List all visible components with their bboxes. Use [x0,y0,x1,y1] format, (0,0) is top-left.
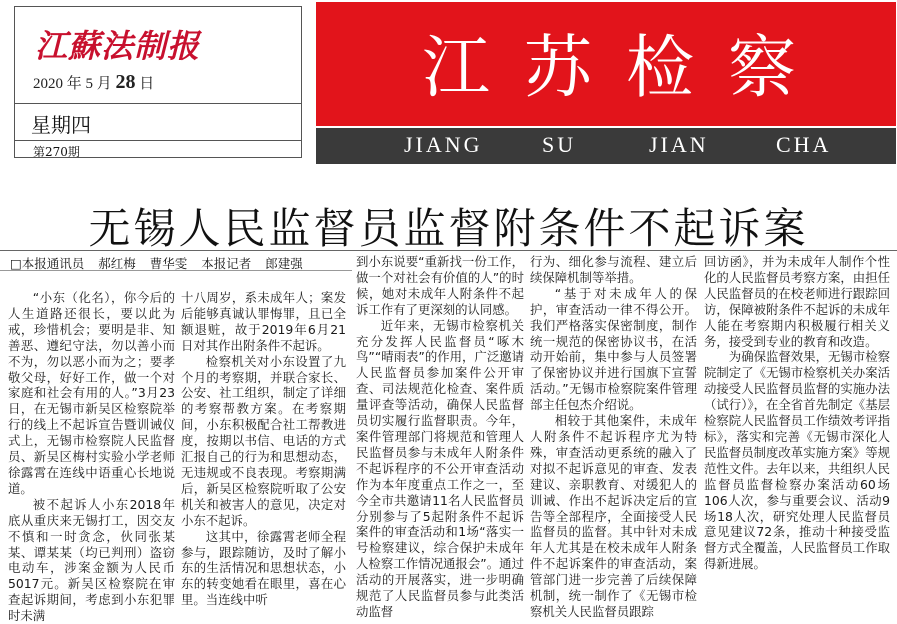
byline-part: 郝红梅 [98,256,136,271]
paragraph: 为确保监督效果，无锡市检察院制定了《无锡市检察机关办案活动接受人民监督员监督的实施办法（试行）》，在全省首先制定《基层检察院人民监督员工作绩效考评指标》，落实和完善《无锡市深化人民监督员制度改革实施方案》等规范性文件。去年以来，共组织人民监督员监督检察办案活动60场106人次，参与重要会议、活动9场18人次，研究处理人民监督员意见建议72条，推动十种接受监督方式全覆盖，人民监督员工作取得新进展。 [704,349,890,572]
date-day: 28 [115,71,136,93]
paragraph: 被不起诉人小东2018年底从重庆来无锡打工，因交友不慎和一时贪念，伙同张某某、谭某某（均已判刑）盗窃电动车，涉案金额为人民币5017元。新吴区检察院在审查起诉期间，考虑到小东犯罪时未满 [8,496,175,624]
paragraph: 行为、细化参与流程、建立后续保障机制等举措。 [530,254,697,285]
paragraph: 这其中，徐露霄老师全程参与，跟踪随访，及时了解小东的生活情况和思想状态，小东的转变她看在眼里，喜在心里。当连线中听 [181,528,346,608]
paragraph: 回访函》，并为未成年人制作个性化的人民监督员考察方案，由担任人民监督员的在校老师进行跟踪回访，保障被附条件不起诉的未成年人能在考察期内积极履行相关义务，接受到专业的教育和改造。 [704,254,890,349]
article-column-3 [356,254,524,619]
article-column-1 [8,290,175,624]
pinyin-word: CHA [776,132,832,157]
pinyin-word: JIAN [649,132,709,157]
byline-part: □本报通讯员 [10,256,85,271]
issue-number: 第270期 [33,145,80,159]
section-title: 江苏检察 [421,29,830,108]
byline-part: 郎建强 [265,256,303,271]
masthead-date-box [14,6,302,158]
paragraph: 到小东说要“重新找一份工作，做一个对社会有价值的人”的时候，她对未成年人附条件不起诉工作有了更深刻的认同感。 [356,254,524,317]
byline-part: 本报记者 [201,256,252,271]
pinyin-word: JIANG [404,132,483,157]
section-banner [316,2,896,126]
paragraph: 检察机关对小东设置了九个月的考察期，并联合家长、公安、社工组织，制定了详细的考察帮教方案。在考察期间，小东积极配合社工帮教进度，按期以书信、电话的方式汇报自己的行为和思想动态，无违规或不良表现。考察期满后，新吴区检察院听取了公安机关和被害人的意见，决定对小东不起诉。 [181,353,346,528]
pinyin-word: SU [542,132,577,157]
divider [0,250,897,251]
paper-logo: 江蘇法制报 [35,27,201,65]
section-pinyin-bar [316,128,896,164]
article-column-2 [181,290,346,608]
paragraph: 相较于其他案件，未成年人附条件不起诉程序尤为特殊，审查活动更系统的融入了对拟不起诉意见的审查、发表建议、亲职教育、对缓犯人的训诫、作出不起诉决定后的宣告等全部程序，全面接受人民监督员的监督。其中针对未成年人尤其是在校未成年人附条件不起诉案件的审查活动，案管部门进一步完善了后续保障机制，统一制作了《无锡市检察机关人民监督员跟踪 [530,413,697,619]
paragraph: “小东（化名），你今后的人生道路还很长，要以此为戒，珍惜机会；要明是非、知善恶、遵纪守法，勿以善小而不为，勿以恶小而为之；要孝敬父母，好好工作，做一个对家庭和社会有用的人。”3月23日，在无锡市新吴区检察院举行的线上不起诉宣告暨训诫仪式上，无锡市检察院人民监督员、新吴区梅村实验小学老师徐露霄在连线中语重心长地说道。 [8,290,175,496]
weekday: 星期四 [31,113,91,137]
paragraph: 十八周岁，系未成年人；案发后能够真诚认罪悔罪，且已全额退赃，故于2019年6月21日对其作出附条件不起诉。 [181,290,346,353]
date-prefix: 2020 年 5 月 [33,76,112,92]
article-column-5 [704,254,890,572]
divider [0,270,352,271]
paragraph: “基于对未成年人的保护，审查活动一律不得公开。我们严格落实保密制度，制作统一规范的保密协议书，在活动开始前，集中参与人员签署了保密协议并进行国旗下宣誓活动。”无锡市检察院案件管理部主任包杰介绍说。 [530,285,697,413]
article-headline: 无锡人民监督员监督附条件不起诉案 [88,204,809,253]
article-column-4 [530,254,697,619]
divider [15,103,301,104]
paragraph: 近年来，无锡市检察机关充分发挥人民监督员“啄木鸟”“晴雨表”的作用，广泛邀请人民监督员参加案件公开审查、司法规范化检查、案件质量评查等活动，确保人民监督员切实履行监督职责。今年，案件管理部门将规范和管理人民监督员参与未成年人附条件不起诉程序的不公开审查活动作为本年度重点工作之一，至今全市共邀请11名人民监督员分别参与了5起附条件不起诉案件的审查活动和1场“落实一号检察建议，综合保护未成年人检察工作情况通报会”。通过活动的开展落实，进一步明确规范了人民监督员参与此类活动监督 [356,317,524,619]
date-suffix: 日 [139,76,155,92]
divider [15,140,301,141]
issue-date [33,71,154,94]
byline-part: 曹华雯 [149,256,188,271]
